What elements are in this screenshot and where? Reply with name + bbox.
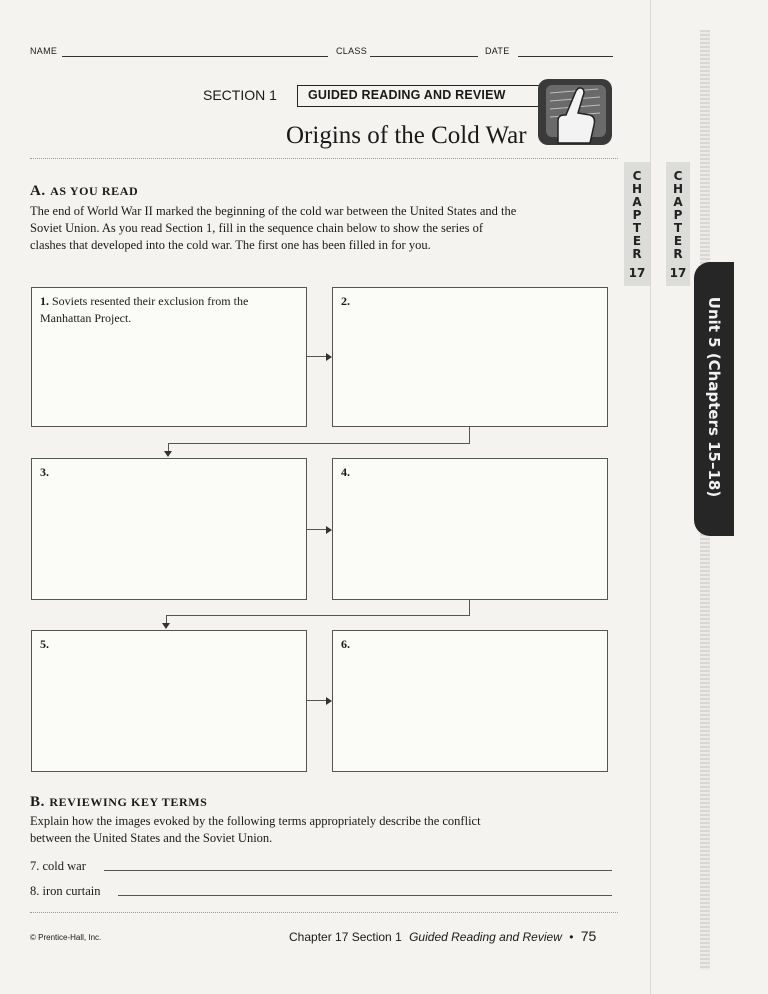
- chain-box-4[interactable]: [332, 458, 608, 600]
- guided-reading-banner: GUIDED READING AND REVIEW: [297, 85, 542, 107]
- arrow-right-icon: [326, 526, 332, 534]
- connector-1-2: [307, 356, 326, 357]
- part-a-title: AS YOU READ: [50, 184, 139, 198]
- chain-box-number: 3.: [40, 465, 49, 479]
- pointing-hand-icon: [536, 77, 614, 147]
- chain-box-3[interactable]: [31, 458, 307, 600]
- chapter-tab-letter: A: [673, 195, 683, 209]
- connector-4-5-drop: [166, 615, 167, 623]
- chain-box-6[interactable]: [332, 630, 608, 772]
- chapter-tab-letter: P: [632, 208, 642, 222]
- chain-box-number: 1.: [40, 294, 49, 308]
- page-number: 75: [580, 928, 597, 944]
- section-label: SECTION 1: [203, 87, 277, 103]
- name-field[interactable]: [62, 56, 328, 57]
- page-edge-line: [650, 0, 651, 994]
- chain-box-5[interactable]: [31, 630, 307, 772]
- arrow-right-icon: [326, 353, 332, 361]
- date-label: DATE: [485, 46, 510, 56]
- arrow-down-icon: [164, 451, 172, 457]
- part-a-letter: A.: [30, 183, 46, 199]
- chain-box-number: 2.: [341, 294, 350, 308]
- chain-box-2[interactable]: [332, 287, 608, 427]
- class-field[interactable]: [370, 56, 478, 57]
- arrow-right-icon: [326, 697, 332, 705]
- part-a-instructions: The end of World War II marked the beginning of the cold war between the United States and the Soviet Union. As you read Section 1, fill in the sequence chain below to show the series of clashes that developed into the cold war. The first one has been filled in for you.: [30, 204, 517, 252]
- term-8-answer-line[interactable]: [118, 895, 612, 896]
- chapter-tab-letter: E: [673, 234, 683, 248]
- chapter-tab-letter: P: [673, 208, 683, 222]
- chapter-tab-front: [624, 162, 650, 286]
- connector-3-4: [307, 529, 326, 530]
- name-label: NAME: [30, 46, 58, 56]
- chapter-tab-letter: C: [673, 169, 683, 183]
- chapter-tab-letter: R: [632, 247, 642, 261]
- chapter-tab-number: 17: [628, 266, 646, 280]
- chapter-tab-letter: R: [673, 247, 683, 261]
- chapter-tab-letter: H: [672, 182, 684, 196]
- guide-title: Guided Reading and Review: [409, 930, 562, 944]
- date-field[interactable]: [518, 56, 613, 57]
- footer-divider: [30, 912, 618, 913]
- publisher-credit: © Prentice-Hall, Inc.: [30, 933, 102, 942]
- unit-tab-label: Unit 5 (Chapters 15–18): [705, 296, 723, 498]
- part-b-letter: B.: [30, 794, 45, 810]
- chain-box-number: 5.: [40, 637, 49, 651]
- part-b-instructions: Explain how the images evoked by the following terms appropriately describe the conflict between the United States and the Soviet Union.: [30, 814, 481, 845]
- connector-5-6: [307, 700, 326, 701]
- connector-4-5: [166, 600, 470, 616]
- section-divider: [30, 158, 618, 159]
- term-7-label: 7. cold war: [30, 859, 86, 873]
- term-7-answer-line[interactable]: [104, 870, 612, 871]
- part-a-heading: [30, 183, 138, 200]
- chain-box-number: 4.: [341, 465, 350, 479]
- page-title: Origins of the Cold War: [286, 122, 527, 149]
- chapter-tab-number: 17: [669, 266, 687, 280]
- part-b-heading: [30, 794, 207, 811]
- connector-2-3: [168, 427, 470, 444]
- class-label: CLASS: [336, 46, 368, 56]
- chain-box-number: 6.: [341, 637, 350, 651]
- chapter-tab-letter: H: [631, 182, 643, 196]
- part-b-title: REVIEWING KEY TERMS: [49, 795, 208, 809]
- term-8-label: 8. iron curtain: [30, 884, 101, 898]
- chapter-tab-letter: T: [673, 221, 683, 235]
- unit-tab: [694, 262, 734, 536]
- arrow-down-icon: [162, 623, 170, 629]
- chapter-tab-letter: E: [632, 234, 642, 248]
- connector-2-3-drop: [168, 443, 169, 451]
- chapter-tab-letter: A: [632, 195, 642, 209]
- chain-box-1[interactable]: [31, 287, 307, 427]
- chain-box-text: Soviets resented their exclusion from the Manhattan Project.: [40, 294, 249, 325]
- chapter-tab-back: [666, 162, 690, 286]
- chapter-reference: Chapter 17 Section 1: [289, 930, 402, 944]
- page-footer: [289, 928, 596, 944]
- chapter-tab-letter: C: [632, 169, 642, 183]
- chapter-tab-letter: T: [632, 221, 642, 235]
- footer-bullet: •: [569, 930, 574, 944]
